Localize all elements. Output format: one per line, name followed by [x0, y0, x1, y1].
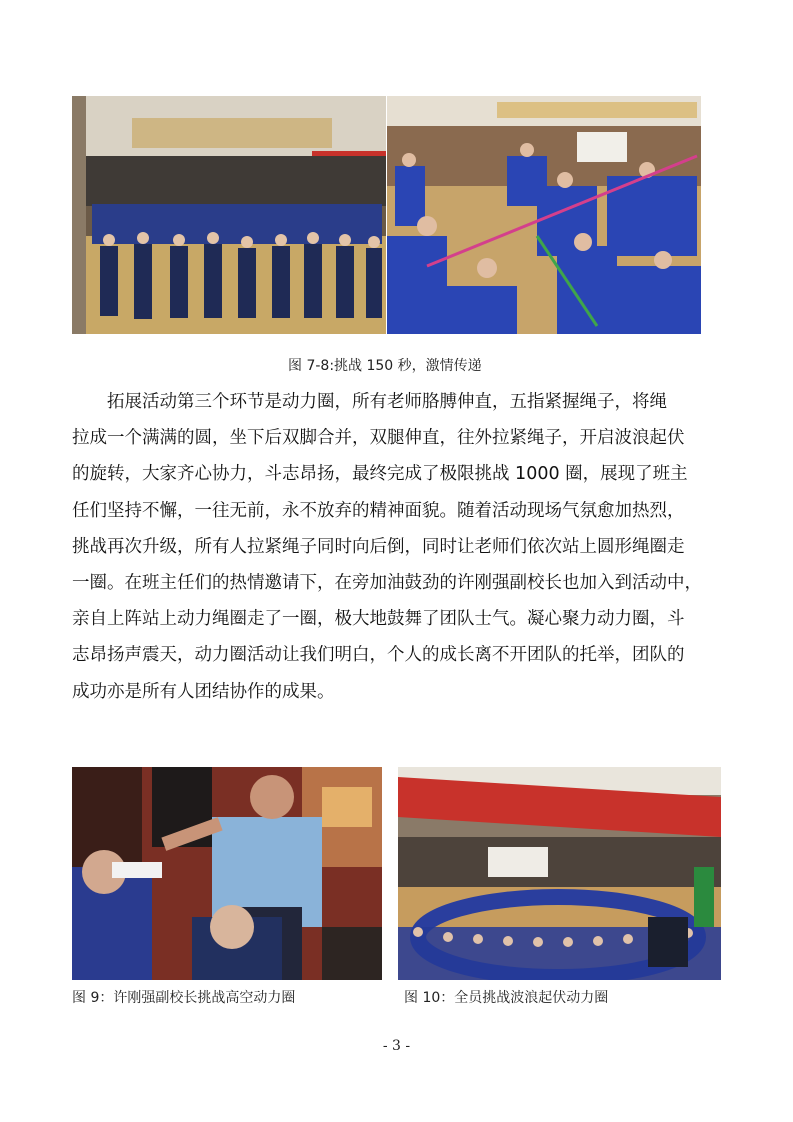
paragraph-line: 任们坚持不懈，一往无前，永不放弃的精神面貌。随着活动现场气氛愈加热烈，: [72, 500, 685, 521]
figure-caption-10: 图 10：全员挑战波浪起伏动力圈: [404, 990, 609, 1006]
figure-caption-7-8: 图 7-8:挑战 150 秒，激情传递: [288, 358, 482, 374]
page-number: - 3 -: [382, 1038, 411, 1054]
photo-fig10-wave-circle: [398, 767, 721, 980]
paragraph-line: 志昂扬声震天，动力圈活动让我们明白，个人的成长离不开团队的托举，团队的: [72, 645, 685, 666]
body-paragraph: [72, 384, 726, 710]
photo-fig7-circle-group: [72, 96, 386, 334]
figure-caption-9: 图 9：许刚强副校长挑战高空动力圈: [72, 990, 296, 1006]
photo-fig9-vice-principal: [72, 767, 382, 980]
paragraph-line: 挑战再次升级，所有人拉紧绳子同时向后倒，同时让老师们依次站上圆形绳圈走: [72, 536, 685, 557]
paragraph-line: 亲自上阵站上动力绳圈走了一圈，极大地鼓舞了团队士气。凝心聚力动力圈，斗: [72, 609, 685, 630]
paragraph-line: 拓展活动第三个环节是动力圈，所有老师胳膊伸直，五指紧握绳子，将绳: [72, 392, 667, 412]
paragraph-line: 拉成一个满满的圆，坐下后双脚合并，双腿伸直，往外拉紧绳子，开启波浪起伏: [72, 428, 685, 449]
paragraph-line: 成功亦是所有人团结协作的成果。: [72, 681, 335, 702]
paragraph-line: 一圈。在班主任们的热情邀请下，在旁加油鼓劲的许刚强副校长也加入到活动中，: [72, 572, 702, 593]
photo-fig8-rope-pass: [387, 96, 701, 334]
paragraph-line: 的旋转，大家齐心协力，斗志昂扬，最终完成了极限挑战 1000 圈，展现了班主: [72, 464, 688, 485]
